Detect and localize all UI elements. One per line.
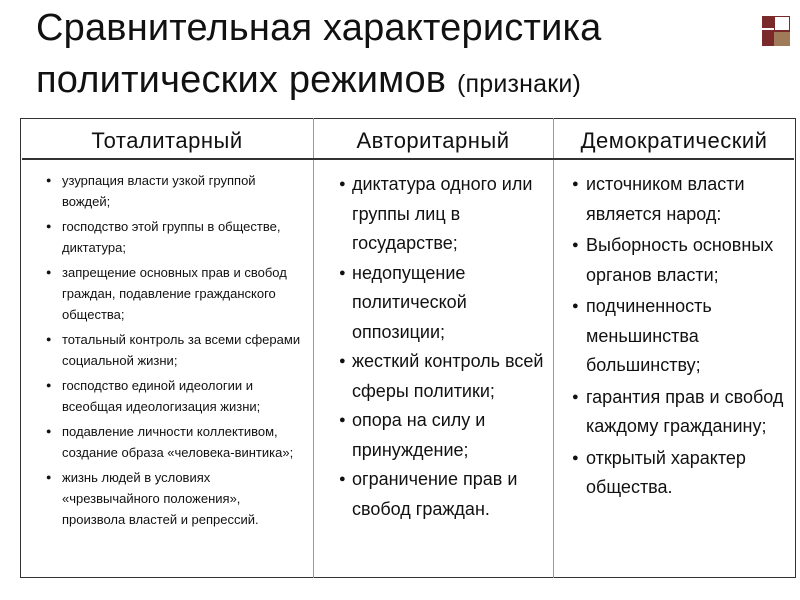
bullet-icon: ● bbox=[339, 266, 346, 279]
bullet-icon: ● bbox=[339, 473, 346, 485]
totalitarian-list bbox=[34, 170, 304, 534]
list-item: ● опора на силу и принуждение; bbox=[336, 406, 550, 465]
list-item: ● подавление личности коллективом, создание образа «человека-винтика»; bbox=[34, 421, 304, 463]
list-item: ● запрещение основных прав и свобод граждан, подавление гражданского общества; bbox=[34, 262, 304, 325]
bullet-icon: ● bbox=[572, 300, 579, 312]
list-item: ● господство этой группы в обществе, диктатура; bbox=[34, 216, 304, 258]
bullet-icon: ● bbox=[46, 267, 52, 277]
bullet-icon: ● bbox=[46, 334, 52, 344]
list-item: ● источником власти является народ: bbox=[570, 170, 796, 229]
bullet-icon: ● bbox=[339, 355, 346, 367]
slide-corner-logo-icon bbox=[762, 16, 790, 46]
list-item: ● ограничение прав и свобод граждан. bbox=[336, 465, 550, 524]
column-divider bbox=[313, 118, 314, 578]
list-item: ● тотальный контроль за всеми сферами социальной жизни; bbox=[34, 329, 304, 371]
bullet-icon: ● bbox=[572, 239, 579, 251]
list-item: ● открытый характер общества. bbox=[570, 444, 796, 503]
list-item: ● жизнь людей в условиях «чрезвычайного положения», произвола властей и репрессий. bbox=[34, 467, 304, 530]
list-item: ● недопущение политической оппозиции; bbox=[336, 259, 550, 348]
header-authoritarian: Авторитарный bbox=[356, 128, 510, 153]
list-item: ● жесткий контроль всей сферы политики; bbox=[336, 347, 550, 406]
list-item: ● диктатура одного или группы лиц в государстве; bbox=[336, 170, 550, 259]
bullet-icon: ● bbox=[46, 426, 52, 436]
title-suffix: (признаки) bbox=[456, 70, 582, 98]
column-divider bbox=[553, 118, 554, 578]
header-totalitarian: Тоталитарный bbox=[91, 128, 243, 153]
bullet-icon: ● bbox=[572, 390, 579, 403]
bullet-icon: ● bbox=[46, 221, 52, 231]
bullet-icon: ● bbox=[46, 472, 52, 482]
header-divider bbox=[22, 158, 794, 160]
title-line-2-main: политических режимов bbox=[36, 59, 447, 101]
slide-title bbox=[36, 2, 756, 110]
authoritarian-list bbox=[336, 170, 550, 524]
list-item: ● Выборность основных органов власти; bbox=[570, 231, 796, 290]
list-item: ● узурпация власти узкой группой вождей; bbox=[34, 170, 304, 212]
list-item: ● подчиненность меньшинства большинству; bbox=[570, 292, 796, 381]
header-democratic: Демократический bbox=[580, 128, 768, 153]
bullet-icon: ● bbox=[572, 451, 579, 464]
democratic-list bbox=[570, 170, 796, 505]
list-item: ● гарантия прав и свобод каждому гражданину; bbox=[570, 383, 796, 442]
bullet-icon: ● bbox=[339, 178, 346, 190]
bullet-icon: ● bbox=[572, 178, 579, 190]
list-item: ● господство единой идеологии и всеобщая идеологизация жизни; bbox=[34, 375, 304, 417]
bullet-icon: ● bbox=[46, 380, 52, 390]
title-line-2 bbox=[36, 54, 756, 110]
bullet-icon: ● bbox=[339, 414, 346, 426]
bullet-icon: ● bbox=[46, 175, 52, 185]
title-line-1: Сравнительная характеристика bbox=[36, 7, 602, 49]
